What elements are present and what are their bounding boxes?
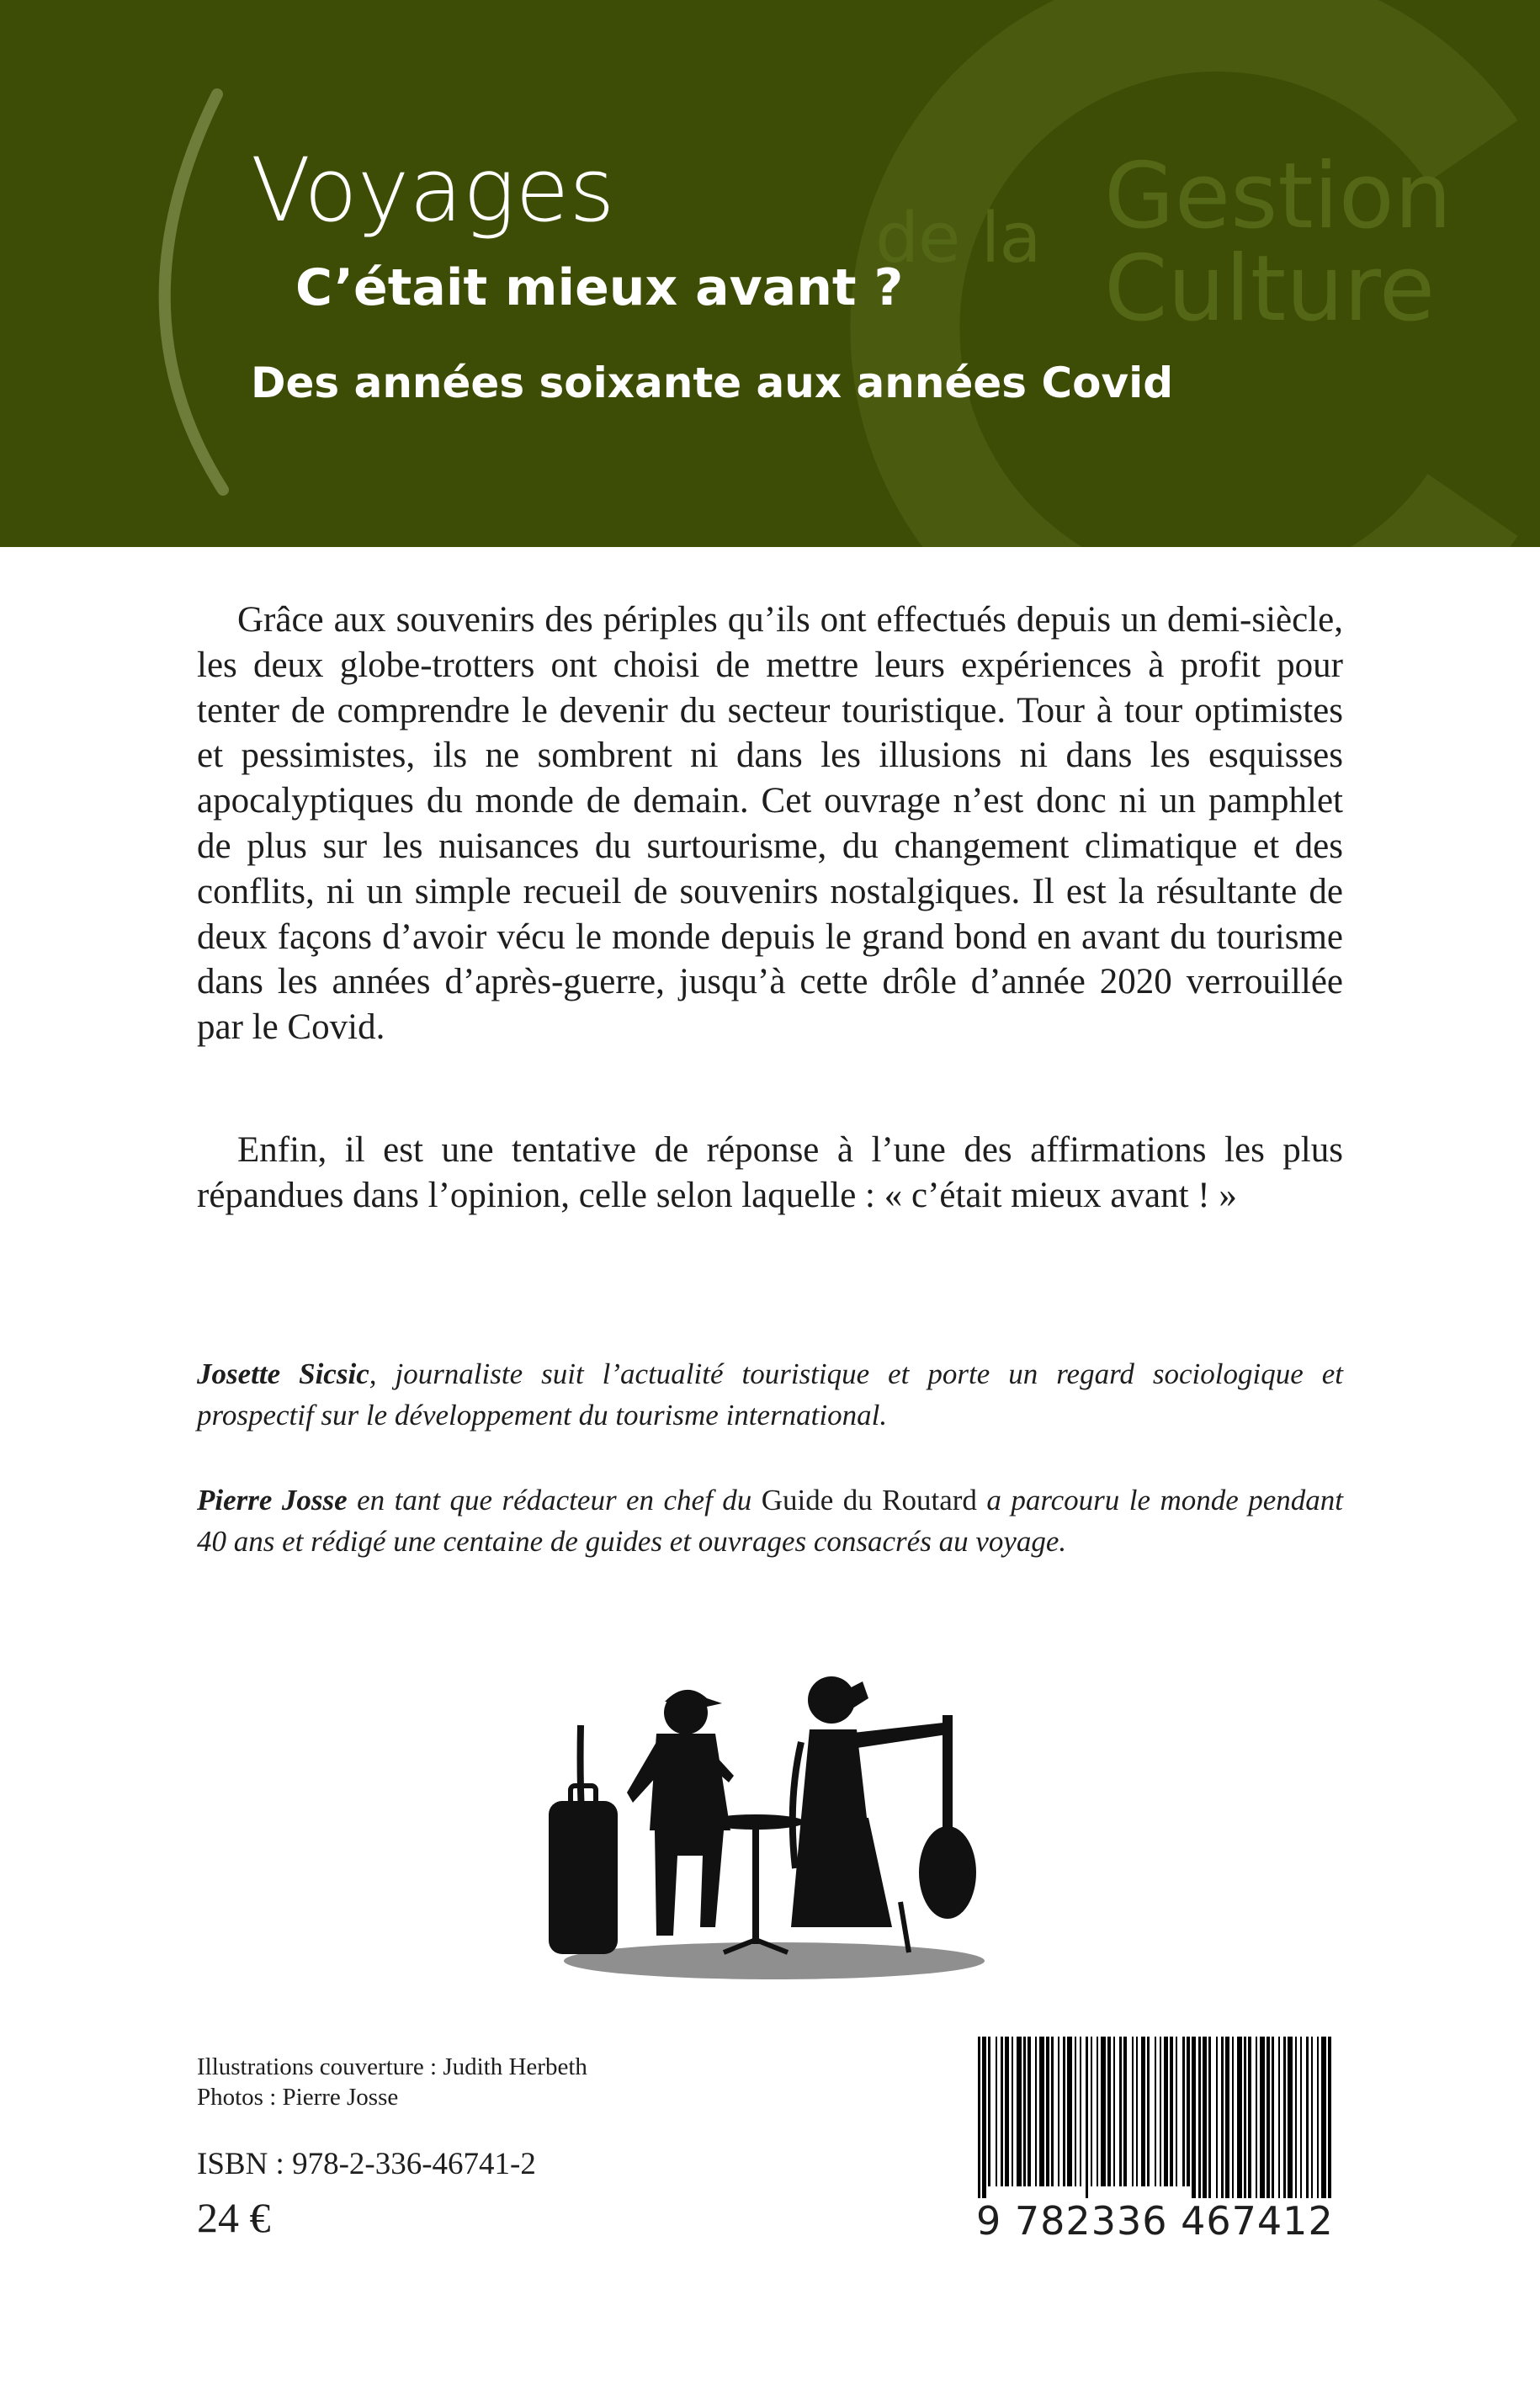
- barcode-bar: [1306, 2037, 1309, 2198]
- barcode-bar: [1208, 2037, 1211, 2198]
- barcode-bar: [1046, 2037, 1049, 2186]
- barcode-bar: [1260, 2037, 1265, 2198]
- barcode-bar: [1267, 2037, 1270, 2198]
- barcode-bar: [1023, 2037, 1026, 2186]
- barcode-bar: [1192, 2037, 1196, 2198]
- barcode-bar: [1063, 2037, 1065, 2186]
- barcode-bar: [1097, 2037, 1098, 2186]
- barcode-bar: [1080, 2037, 1081, 2186]
- barcode-bar: [1248, 2037, 1251, 2198]
- barcode-bar: [1216, 2037, 1218, 2198]
- isbn: ISBN : 978-2-336-46741-2: [197, 2147, 536, 2181]
- barcode-bar: [1058, 2037, 1059, 2186]
- author-bio-text-1: , journaliste suit l’actualité touristique et porte un regard sociologique et prospectif sur le développement du tourisme international.: [197, 1357, 1343, 1432]
- barcode-bar: [1203, 2037, 1207, 2198]
- guide-title: Guide du Routard: [761, 1484, 977, 1517]
- barcode-bar: [1035, 2037, 1037, 2186]
- barcode-bar: [1119, 2037, 1122, 2186]
- barcode-bar: [1107, 2037, 1111, 2186]
- illustration-credit: Illustrations couverture : Judith Herbeth: [197, 2053, 587, 2080]
- series-name-de-la: de la: [875, 199, 1041, 279]
- barcode-bar: [1136, 2037, 1138, 2186]
- barcode-bar: [1244, 2037, 1246, 2198]
- barcode-bar: [1232, 2037, 1234, 2198]
- barcode-bar: [1147, 2037, 1150, 2186]
- barcode-bar: [1075, 2037, 1076, 2186]
- barcode-bar: [1321, 2037, 1326, 2198]
- book-subtitle: C’était mieux avant ?: [295, 258, 904, 317]
- blurb-text-1: Grâce aux souvenirs des périples qu’ils ont effectués depuis un demi-siècle, les deux globe-trotters ont choisi de mettre leurs expériences à profit pour tenter de comprendre le devenir du secteur touristique. Tour à tour optimistes et pessimistes, ils ne sombrent ni dans les illusions ni dans les esquisses apocalyptiques du monde de demain. Cet ouvrage n’est donc ni un pamphlet de plus sur les nuisances du surtourisme, du changement climatique et des conflits, ni un simple recueil de souvenirs nostalgiques. Il est la résultante de deux façons d’avoir vécu le monde depuis le grand bond en avant du tourisme dans les années d’après-guerre, jusqu’à cette drôle d’année 2020 verrouillée par le Covid.: [197, 600, 1343, 1048]
- barcode-icon: [976, 2037, 1336, 2198]
- left-parenthesis-icon: [165, 94, 223, 490]
- blurb-text-2: Enfin, il est une tentative de réponse à l’une des affirmations les plus répandues dans l’opinion, celle selon laquelle : « c’était mieux avant ! »: [197, 1130, 1343, 1215]
- barcode-bar: [1012, 2037, 1013, 2186]
- barcode-bar: [1288, 2037, 1293, 2198]
- barcode-bar: [1051, 2037, 1054, 2186]
- author-bio-2: [197, 1479, 1343, 1562]
- barcode-bar: [1176, 2037, 1177, 2186]
- barcode-bar: [1256, 2037, 1257, 2198]
- series-name-culture: Culture: [1104, 236, 1436, 342]
- barcode-bar: [1113, 2037, 1115, 2186]
- barcode-bar: [1039, 2037, 1044, 2186]
- barcode-bar: [1028, 2037, 1031, 2186]
- barcode-bar: [1017, 2037, 1022, 2186]
- barcode-bar: [1164, 2037, 1168, 2186]
- barcode-bar: [988, 2037, 990, 2186]
- author-name-2: Pierre Josse: [197, 1484, 348, 1517]
- author-bio-1: [197, 1353, 1343, 1436]
- header-band: [0, 0, 1540, 547]
- barcode-bar: [1221, 2037, 1224, 2198]
- barcode-bar: [1160, 2037, 1161, 2186]
- barcode-bar: [1123, 2037, 1127, 2186]
- book-tagline: Des années soixante aux années Covid: [251, 359, 1174, 407]
- barcode-bar: [1101, 2037, 1106, 2186]
- author-name-1: Josette Sicsic: [197, 1357, 369, 1390]
- barcode-digits: 9 782336 467412: [976, 2198, 1334, 2244]
- travellers-silhouette-icon: [539, 1649, 1010, 1986]
- author-bio-text-2a: en tant que rédacteur en chef du: [347, 1484, 762, 1517]
- photo-credit: Photos : Pierre Josse: [197, 2084, 399, 2111]
- series-name-gestion: Gestion: [1104, 144, 1452, 249]
- author-bio-text-2b: a parcouru le monde pendant 40 ans et rédigé une centaine de guides et ouvrages consacrés au voyage.: [197, 1484, 1343, 1558]
- barcode-bar: [1086, 2037, 1088, 2198]
- barcode-bar: [1005, 2037, 1009, 2186]
- barcode-bar: [1225, 2037, 1229, 2198]
- barcode-bar: [1272, 2037, 1274, 2198]
- barcode-bar: [982, 2037, 986, 2198]
- barcode-bar: [1187, 2037, 1190, 2186]
- barcode-bar: [1001, 2037, 1003, 2186]
- barcode-bar: [996, 2037, 997, 2186]
- barcode-bar: [1278, 2037, 1280, 2198]
- barcode-bar: [1132, 2037, 1134, 2186]
- barcode-bar: [1091, 2037, 1092, 2186]
- barcode-bar: [978, 2037, 980, 2198]
- barcode-bar: [1141, 2037, 1145, 2186]
- barcode-bar: [1311, 2037, 1313, 2198]
- barcode-bar: [1170, 2037, 1173, 2186]
- barcode-bar: [1198, 2037, 1201, 2198]
- barcode-bar: [1067, 2037, 1072, 2186]
- blurb-paragraph-1: [197, 598, 1343, 1050]
- barcode-bar: [1317, 2037, 1319, 2198]
- barcode-bar: [1300, 2037, 1302, 2198]
- barcode-bar: [1295, 2037, 1297, 2198]
- barcode-bar: [1328, 2037, 1331, 2198]
- barcode-bar: [1155, 2037, 1156, 2186]
- barcode-bar: [1283, 2037, 1286, 2198]
- barcode-bar: [1182, 2037, 1185, 2186]
- blurb-paragraph-2: [197, 1128, 1343, 1219]
- price: 24 €: [197, 2194, 271, 2241]
- barcode-bar: [1237, 2037, 1242, 2198]
- book-title: Voyages: [251, 139, 615, 242]
